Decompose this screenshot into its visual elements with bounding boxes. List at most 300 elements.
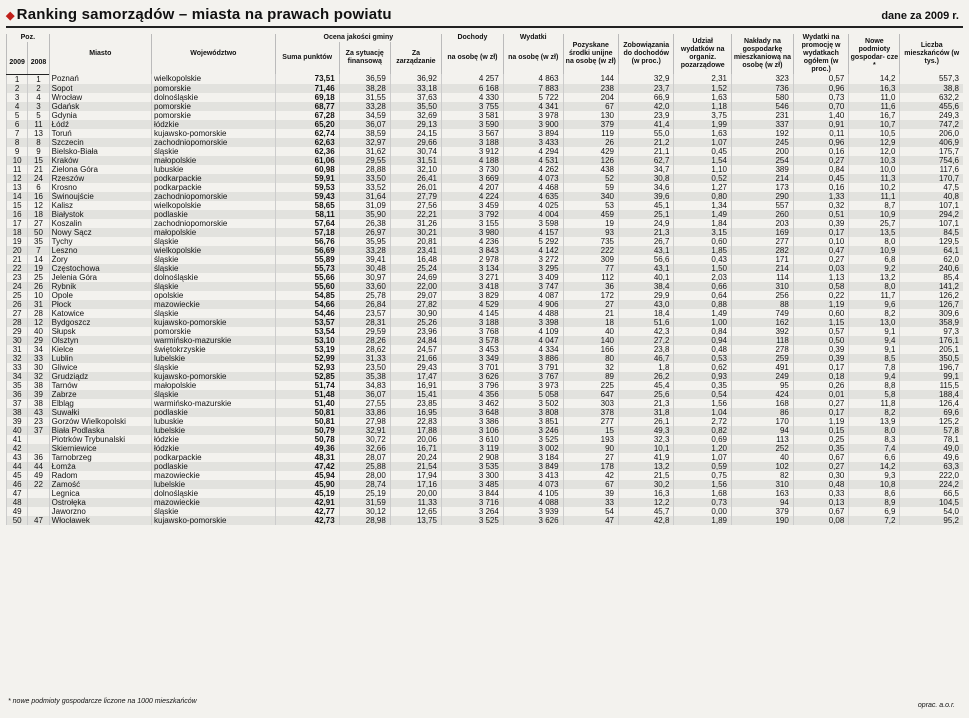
cell-rank-2009: 8 <box>7 138 28 147</box>
cell-new-businesses: 9,1 <box>849 345 900 354</box>
cell-ngo-share: 0,53 <box>674 354 732 363</box>
cell-score-finance: 28,07 <box>339 453 390 462</box>
cell-score-management: 16,95 <box>390 408 441 417</box>
cell-expenses: 4 105 <box>503 489 563 498</box>
cell-score-finance: 23,50 <box>339 363 390 372</box>
table-row <box>7 507 964 516</box>
cell-rank-2009: 19 <box>7 237 28 246</box>
cell-score-total: 62,74 <box>275 129 339 138</box>
table-row <box>7 255 964 264</box>
cell-score-management: 30,21 <box>390 228 441 237</box>
cell-income: 3 386 <box>442 417 504 426</box>
cell-rank-2009: 47 <box>7 489 28 498</box>
cell-score-management: 16,71 <box>390 444 441 453</box>
cell-city: Radom <box>49 471 151 480</box>
cell-promotion: 0,27 <box>793 462 848 471</box>
cell-liabilities: 45,7 <box>618 507 673 516</box>
cell-population: 64,1 <box>900 246 963 255</box>
cell-city: Tychy <box>49 237 151 246</box>
cell-income: 4 207 <box>442 183 504 192</box>
cell-score-finance: 35,90 <box>339 210 390 219</box>
cell-score-management: 20,00 <box>390 489 441 498</box>
cell-rank-2009: 16 <box>7 210 28 219</box>
cell-eu-funds: 36 <box>563 282 618 291</box>
cell-rank-2009: 49 <box>7 507 28 516</box>
cell-score-management: 32,69 <box>390 111 441 120</box>
cell-housing: 310 <box>732 282 794 291</box>
cell-expenses: 4 488 <box>503 309 563 318</box>
cell-city: Olsztyn <box>49 336 151 345</box>
cell-ngo-share: 0,75 <box>674 471 732 480</box>
table-row <box>7 228 964 237</box>
cell-housing: 171 <box>732 255 794 264</box>
cell-city: Biała Podlaska <box>49 426 151 435</box>
cell-city: Włocławek <box>49 516 151 525</box>
cell-promotion: 0,84 <box>793 165 848 174</box>
cell-score-management: 25,26 <box>390 318 441 327</box>
cell-expenses: 3 973 <box>503 381 563 390</box>
cell-promotion: 0,10 <box>793 237 848 246</box>
cell-city: Kalisz <box>49 201 151 210</box>
cell-score-finance: 27,55 <box>339 399 390 408</box>
table-row <box>7 408 964 417</box>
cell-score-total: 54,85 <box>275 291 339 300</box>
cell-rank-2009: 22 <box>7 264 28 273</box>
cell-population: 38,8 <box>900 84 963 93</box>
cell-expenses: 3 851 <box>503 417 563 426</box>
cell-rank-2008: 3 <box>28 102 49 111</box>
col-2008 <box>28 42 49 52</box>
cell-rank-2008: 7 <box>28 246 49 255</box>
cell-liabilities: 40,1 <box>618 273 673 282</box>
col-2009 <box>7 42 28 52</box>
cell-score-finance: 28,31 <box>339 318 390 327</box>
cell-voivodeship: śląskie <box>152 237 276 246</box>
cell-score-finance: 33,50 <box>339 174 390 183</box>
cell-score-total: 50,78 <box>275 435 339 444</box>
cell-new-businesses: 8,8 <box>849 381 900 390</box>
cell-population: 115,5 <box>900 381 963 390</box>
cell-expenses: 4 531 <box>503 156 563 165</box>
cell-score-management: 35,50 <box>390 102 441 111</box>
cell-expenses: 3 002 <box>503 444 563 453</box>
cell-promotion: 0,15 <box>793 426 848 435</box>
cell-promotion: 0,96 <box>793 138 848 147</box>
cell-city: Gorzów Wielkopolski <box>49 417 151 426</box>
cell-ngo-share: 1,89 <box>674 516 732 525</box>
cell-voivodeship: lubelskie <box>152 480 276 489</box>
cell-liabilities: 34,6 <box>618 183 673 192</box>
cell-score-management: 30,90 <box>390 309 441 318</box>
cell-income: 3 796 <box>442 381 504 390</box>
cell-ngo-share: 2,31 <box>674 74 732 84</box>
table-row <box>7 102 964 111</box>
cell-rank-2009: 33 <box>7 363 28 372</box>
cell-promotion: 0,91 <box>793 120 848 129</box>
cell-city: Płock <box>49 300 151 309</box>
cell-ngo-share: 0,80 <box>674 192 732 201</box>
cell-housing: 389 <box>732 165 794 174</box>
cell-income: 4 224 <box>442 192 504 201</box>
cell-voivodeship: dolnośląskie <box>152 93 276 102</box>
cell-rank-2008: 44 <box>28 462 49 471</box>
cell-rank-2009: 39 <box>7 417 28 426</box>
cell-rank-2008: 49 <box>28 471 49 480</box>
cell-city: Elbląg <box>49 399 151 408</box>
cell-score-finance: 30,48 <box>339 264 390 273</box>
cell-promotion: 0,17 <box>793 228 848 237</box>
cell-expenses: 3 246 <box>503 426 563 435</box>
cell-housing: 424 <box>732 390 794 399</box>
cell-housing: 245 <box>732 138 794 147</box>
cell-eu-funds: 204 <box>563 93 618 102</box>
cell-population: 175,7 <box>900 147 963 156</box>
table-row <box>7 237 964 246</box>
cell-liabilities: 26,2 <box>618 372 673 381</box>
cell-rank-2008 <box>28 498 49 507</box>
cell-ngo-share: 1,56 <box>674 399 732 408</box>
cell-rank-2008: 6 <box>28 183 49 192</box>
cell-new-businesses: 13,0 <box>849 318 900 327</box>
cell-score-finance: 34,59 <box>339 111 390 120</box>
cell-promotion: 0,30 <box>793 471 848 480</box>
cell-housing: 310 <box>732 480 794 489</box>
table-row <box>7 273 964 282</box>
cell-score-total: 62,36 <box>275 147 339 156</box>
cell-score-total: 73,51 <box>275 74 339 84</box>
table-row <box>7 489 964 498</box>
cell-voivodeship: opolskie <box>152 291 276 300</box>
cell-housing: 102 <box>732 462 794 471</box>
cell-score-total: 68,77 <box>275 102 339 111</box>
cell-rank-2009: 35 <box>7 381 28 390</box>
cell-liabilities: 30,2 <box>618 480 673 489</box>
cell-income: 3 155 <box>442 219 504 228</box>
cell-liabilities: 51,6 <box>618 318 673 327</box>
cell-expenses: 4 906 <box>503 300 563 309</box>
cell-score-management: 24,69 <box>390 273 441 282</box>
cell-ngo-share: 1,18 <box>674 102 732 111</box>
cell-housing: 392 <box>732 327 794 336</box>
cell-population: 754,6 <box>900 156 963 165</box>
cell-promotion: 0,35 <box>793 444 848 453</box>
cell-new-businesses: 10,5 <box>849 129 900 138</box>
cell-ngo-share: 0,59 <box>674 462 732 471</box>
cell-ngo-share: 1,68 <box>674 489 732 498</box>
cell-housing: 379 <box>732 507 794 516</box>
cell-city: Rzeszów <box>49 174 151 183</box>
cell-ngo-share: 0,60 <box>674 237 732 246</box>
cell-score-finance: 32,66 <box>339 444 390 453</box>
cell-rank-2009: 1 <box>7 74 28 84</box>
cell-population: 57,8 <box>900 426 963 435</box>
cell-score-finance: 33,52 <box>339 183 390 192</box>
cell-city: Gdańsk <box>49 102 151 111</box>
cell-voivodeship: podlaskie <box>152 408 276 417</box>
cell-rank-2008: 31 <box>28 300 49 309</box>
cell-expenses: 4 262 <box>503 165 563 174</box>
cell-voivodeship: mazowieckie <box>152 498 276 507</box>
cell-promotion: 0,67 <box>793 453 848 462</box>
cell-new-businesses: 13,9 <box>849 417 900 426</box>
col-year-2008: 2008 <box>28 52 49 75</box>
cell-expenses: 4 073 <box>503 174 563 183</box>
cell-population: 84,5 <box>900 228 963 237</box>
cell-score-management: 31,51 <box>390 156 441 165</box>
cell-new-businesses: 11,3 <box>849 174 900 183</box>
cell-rank-2009: 30 <box>7 336 28 345</box>
cell-score-management: 16,91 <box>390 381 441 390</box>
cell-score-finance: 28,98 <box>339 516 390 525</box>
cell-rank-2009: 34 <box>7 372 28 381</box>
cell-promotion: 0,70 <box>793 102 848 111</box>
col-year-2009: 2009 <box>7 52 28 75</box>
cell-promotion: 0,33 <box>793 489 848 498</box>
cell-eu-funds: 27 <box>563 300 618 309</box>
cell-city: Katowice <box>49 309 151 318</box>
cell-score-total: 45,19 <box>275 489 339 498</box>
table-row <box>7 246 964 255</box>
cell-promotion: 0,01 <box>793 390 848 399</box>
cell-rank-2008: 29 <box>28 336 49 345</box>
cell-population: 240,6 <box>900 264 963 273</box>
cell-expenses: 4 109 <box>503 327 563 336</box>
cell-liabilities: 21,3 <box>618 399 673 408</box>
cell-score-finance: 33,60 <box>339 282 390 291</box>
cell-score-management: 15,41 <box>390 390 441 399</box>
cell-new-businesses: 8,9 <box>849 498 900 507</box>
cell-score-finance: 38,28 <box>339 84 390 93</box>
cell-promotion: 0,27 <box>793 156 848 165</box>
cell-eu-funds: 42 <box>563 471 618 480</box>
cell-rank-2009: 37 <box>7 399 28 408</box>
cell-ngo-share: 0,52 <box>674 174 732 183</box>
cell-ngo-share: 1,10 <box>674 165 732 174</box>
cell-score-finance: 33,28 <box>339 246 390 255</box>
cell-income: 3 567 <box>442 129 504 138</box>
cell-population: 224,2 <box>900 480 963 489</box>
cell-income: 3 626 <box>442 372 504 381</box>
cell-voivodeship: pomorskie <box>152 84 276 93</box>
cell-ngo-share: 0,48 <box>674 345 732 354</box>
cell-population: 249,3 <box>900 111 963 120</box>
cell-score-management: 29,13 <box>390 120 441 129</box>
cell-population: 129,5 <box>900 237 963 246</box>
cell-population: 196,7 <box>900 363 963 372</box>
cell-income: 3 980 <box>442 228 504 237</box>
cell-ngo-share: 1,56 <box>674 480 732 489</box>
cell-liabilities: 66,9 <box>618 93 673 102</box>
cell-city: Legnica <box>49 489 151 498</box>
cell-score-total: 56,76 <box>275 237 339 246</box>
cell-eu-funds: 67 <box>563 102 618 111</box>
cell-expenses: 4 863 <box>503 74 563 84</box>
cell-new-businesses: 14,2 <box>849 462 900 471</box>
cell-expenses: 3 894 <box>503 129 563 138</box>
cell-score-total: 52,99 <box>275 354 339 363</box>
cell-population: 85,4 <box>900 273 963 282</box>
cell-rank-2008: 11 <box>28 120 49 129</box>
cell-new-businesses: 13,2 <box>849 273 900 282</box>
cell-promotion: 0,39 <box>793 354 848 363</box>
cell-housing: 491 <box>732 363 794 372</box>
table-row <box>7 210 964 219</box>
cell-city: Nowy Sącz <box>49 228 151 237</box>
cell-score-management: 27,79 <box>390 192 441 201</box>
cell-housing: 190 <box>732 516 794 525</box>
cell-eu-funds: 80 <box>563 354 618 363</box>
cell-city: Krosno <box>49 183 151 192</box>
cell-expenses: 3 409 <box>503 273 563 282</box>
cell-eu-funds: 438 <box>563 165 618 174</box>
cell-score-management: 29,43 <box>390 363 441 372</box>
cell-score-total: 53,19 <box>275 345 339 354</box>
table-row <box>7 120 964 129</box>
cell-rank-2008: 19 <box>28 264 49 273</box>
cell-housing: 557 <box>732 201 794 210</box>
cell-expenses: 4 635 <box>503 192 563 201</box>
cell-new-businesses: 9,4 <box>849 336 900 345</box>
cell-rank-2008: 35 <box>28 237 49 246</box>
cell-rank-2009: 41 <box>7 435 28 444</box>
cell-eu-funds: 277 <box>563 417 618 426</box>
cell-population: 107,1 <box>900 219 963 228</box>
cell-population: 206,0 <box>900 129 963 138</box>
cell-score-total: 56,69 <box>275 246 339 255</box>
cell-ngo-share: 3,75 <box>674 111 732 120</box>
cell-income: 2 978 <box>442 255 504 264</box>
title-rule <box>6 26 963 28</box>
cell-population: 49,6 <box>900 453 963 462</box>
cell-score-finance: 26,97 <box>339 228 390 237</box>
cell-housing: 282 <box>732 246 794 255</box>
cell-housing: 203 <box>732 219 794 228</box>
table-row <box>7 390 964 399</box>
cell-score-management: 22,00 <box>390 282 441 291</box>
cell-housing: 277 <box>732 237 794 246</box>
cell-voivodeship: warmińsko-mazurskie <box>152 336 276 345</box>
cell-rank-2009: 3 <box>7 93 28 102</box>
cell-rank-2009: 18 <box>7 228 28 237</box>
cell-income: 4 236 <box>442 237 504 246</box>
col-pozyskane: Pozyskane środki unijne na osobę (w zł) <box>563 34 618 74</box>
table-row <box>7 282 964 291</box>
cell-score-total: 50,79 <box>275 426 339 435</box>
cell-housing: 580 <box>732 93 794 102</box>
cell-rank-2008: 36 <box>28 453 49 462</box>
cell-score-management: 20,24 <box>390 453 441 462</box>
cell-city: Zielona Góra <box>49 165 151 174</box>
table-row <box>7 336 964 345</box>
cell-population: 54,0 <box>900 507 963 516</box>
cell-new-businesses: 6,8 <box>849 255 900 264</box>
cell-housing: 214 <box>732 174 794 183</box>
cell-ngo-share: 1,49 <box>674 309 732 318</box>
cell-housing: 259 <box>732 354 794 363</box>
cell-rank-2008: 32 <box>28 372 49 381</box>
cell-score-management: 17,94 <box>390 471 441 480</box>
cell-rank-2008: 28 <box>28 309 49 318</box>
cell-income: 3 134 <box>442 264 504 273</box>
cell-eu-funds: 112 <box>563 273 618 282</box>
cell-ngo-share: 1,50 <box>674 264 732 273</box>
cell-promotion: 0,13 <box>793 498 848 507</box>
cell-voivodeship: pomorskie <box>152 111 276 120</box>
cell-rank-2009: 24 <box>7 282 28 291</box>
cell-ngo-share: 1,52 <box>674 84 732 93</box>
cell-population: 170,7 <box>900 174 963 183</box>
cell-expenses: 7 883 <box>503 84 563 93</box>
cell-promotion: 1,19 <box>793 300 848 309</box>
cell-housing: 170 <box>732 417 794 426</box>
cell-ngo-share: 0,45 <box>674 147 732 156</box>
cell-liabilities: 43,0 <box>618 300 673 309</box>
table-row <box>7 174 964 183</box>
cell-expenses: 4 088 <box>503 498 563 507</box>
cell-eu-funds: 303 <box>563 399 618 408</box>
cell-ngo-share: 3,15 <box>674 228 732 237</box>
cell-city: Poznań <box>49 74 151 84</box>
cell-score-total: 58,65 <box>275 201 339 210</box>
cell-new-businesses: 11,6 <box>849 102 900 111</box>
cell-income: 3 669 <box>442 174 504 183</box>
cell-new-businesses: 10,9 <box>849 246 900 255</box>
cell-score-management: 24,57 <box>390 345 441 354</box>
cell-ngo-share: 1,07 <box>674 453 732 462</box>
cell-voivodeship: śląskie <box>152 390 276 399</box>
cell-voivodeship: zachodniopomorskie <box>152 138 276 147</box>
title-text: Ranking samorządów – miasta na prawach powiatu <box>16 6 392 23</box>
cell-city: Piotrków Trybunalski <box>49 435 151 444</box>
cell-population: 141,2 <box>900 282 963 291</box>
cell-city: Jelenia Góra <box>49 273 151 282</box>
cell-income: 3 768 <box>442 327 504 336</box>
cell-promotion: 0,73 <box>793 93 848 102</box>
cell-new-businesses: 10,3 <box>849 156 900 165</box>
cell-expenses: 3 767 <box>503 372 563 381</box>
cell-ngo-share: 0,88 <box>674 300 732 309</box>
cell-new-businesses: 13,5 <box>849 228 900 237</box>
cell-score-finance: 36,59 <box>339 74 390 84</box>
cell-population: 49,0 <box>900 444 963 453</box>
cell-promotion: 0,18 <box>793 372 848 381</box>
cell-score-finance: 31,59 <box>339 498 390 507</box>
cell-voivodeship: podlaskie <box>152 462 276 471</box>
cell-liabilities: 39,6 <box>618 192 673 201</box>
cell-expenses: 3 626 <box>503 516 563 525</box>
cell-income: 3 701 <box>442 363 504 372</box>
cell-population: 47,5 <box>900 183 963 192</box>
cell-rank-2009: 9 <box>7 147 28 156</box>
cell-eu-funds: 119 <box>563 129 618 138</box>
cell-voivodeship: wielkopolskie <box>152 74 276 84</box>
cell-liabilities: 25,1 <box>618 210 673 219</box>
col-dochody-sub: na osobę (w zł) <box>442 42 504 74</box>
cell-liabilities: 10,1 <box>618 444 673 453</box>
cell-income: 3 648 <box>442 408 504 417</box>
table-row <box>7 74 964 84</box>
cell-income: 3 792 <box>442 210 504 219</box>
col-naklady: Nakłady na gospodarkę mieszkaniową na osobę (w zł) <box>732 34 794 74</box>
cell-promotion: 0,27 <box>793 255 848 264</box>
cell-ngo-share: 1,27 <box>674 183 732 192</box>
cell-voivodeship: podkarpackie <box>152 183 276 192</box>
cell-rank-2008: 21 <box>28 165 49 174</box>
cell-score-total: 52,93 <box>275 363 339 372</box>
table-row <box>7 435 964 444</box>
cell-score-total: 47,42 <box>275 462 339 471</box>
cell-score-total: 60,98 <box>275 165 339 174</box>
